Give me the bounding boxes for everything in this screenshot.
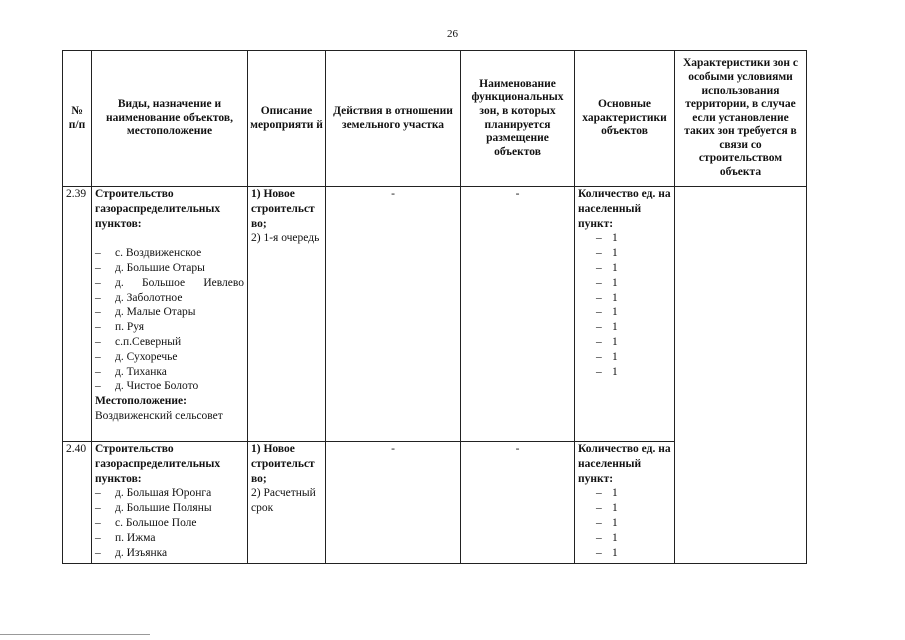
count-item: – 1 (596, 365, 618, 378)
count-item: – 1 (596, 306, 618, 319)
description-bold: 1) Новое строительст во; (251, 188, 315, 230)
count-item: – 1 (596, 291, 618, 304)
places-list (95, 246, 244, 394)
location-value: Воздвиженский сельсовет (95, 409, 223, 422)
table-row (63, 187, 807, 442)
count-item: – 1 (596, 232, 618, 245)
object-title: Строительство газораспределительных пунктов: (95, 443, 221, 485)
page-number: 26 (447, 28, 458, 40)
count-item: – 1 (596, 350, 618, 363)
object-cell (92, 187, 248, 442)
count-item: – 1 (596, 531, 618, 544)
header-zones: Наименование функциональных зон, в которых планируется размещение объектов (461, 51, 575, 187)
place-item: – д. Тиханка (95, 365, 244, 380)
header-special: Характеристики зон с особыми условиями использования территории, в случае если установление таких зон требуется в связи со строительством объекта (675, 51, 807, 187)
header-description: Описание мероприяти й (248, 51, 326, 187)
characteristics-cell (575, 442, 675, 564)
actions-cell: - (326, 187, 461, 442)
place-item: – д. Большие Отары (95, 261, 244, 276)
count-item: – 1 (596, 502, 618, 515)
characteristics-title: Количество ед. на населенный пункт: (578, 443, 671, 485)
place-item: – п. Ижма (95, 531, 244, 546)
scan-artifact-line (0, 634, 150, 635)
places-list (95, 486, 244, 560)
description-cell (248, 187, 326, 442)
planning-table (62, 50, 807, 564)
zones-cell: - (461, 187, 575, 442)
counts-list (578, 231, 671, 379)
header-characteristics: Основные характеристики объектов (575, 51, 675, 187)
place-item: – д. Заболотное (95, 291, 244, 306)
characteristics-title: Количество ед. на населенный пункт: (578, 188, 671, 230)
description-plain: 2) Расчетный срок (251, 487, 316, 515)
place-item: – с. Большое Поле (95, 516, 244, 531)
place-item: – д. Большие Поляны (95, 501, 244, 516)
place-item: – с. Воздвиженское (95, 246, 244, 261)
count-item: – 1 (596, 546, 618, 559)
row-number: 2.40 (63, 442, 92, 564)
special-zones-cell (675, 187, 807, 564)
zones-cell: - (461, 442, 575, 564)
count-item: – 1 (596, 321, 618, 334)
place-item: – д. Большое Иевлево (95, 276, 244, 291)
count-item: – 1 (596, 487, 618, 500)
count-item: – 1 (596, 276, 618, 289)
description-bold: 1) Новое строительст во; (251, 443, 315, 485)
table-header-row (63, 51, 807, 187)
counts-list (578, 486, 671, 560)
header-num: № п/п (63, 51, 92, 187)
characteristics-cell (575, 187, 675, 442)
place-item: – п. Руя (95, 320, 244, 335)
actions-cell: - (326, 442, 461, 564)
count-item: – 1 (596, 247, 618, 260)
place-item: – д. Изъянка (95, 546, 244, 561)
count-item: – 1 (596, 335, 618, 348)
object-title: Строительство газораспределительных пунктов: (95, 188, 221, 230)
location-label: Местоположение: (95, 395, 187, 408)
description-cell (248, 442, 326, 564)
place-item: – с.п.Северный (95, 335, 244, 350)
row-number: 2.39 (63, 187, 92, 442)
header-actions: Действия в отношении земельного участка (326, 51, 461, 187)
description-plain: 2) 1-я очередь (251, 232, 320, 245)
place-item: – д. Малые Отары (95, 305, 244, 320)
place-item: – д. Сухоречье (95, 350, 244, 365)
place-item: – д. Большая Юронга (95, 486, 244, 501)
header-object: Виды, назначение и наименование объектов, местоположение (92, 51, 248, 187)
place-item: – д. Чистое Болото (95, 379, 244, 394)
object-cell (92, 442, 248, 564)
count-item: – 1 (596, 261, 618, 274)
count-item: – 1 (596, 516, 618, 529)
